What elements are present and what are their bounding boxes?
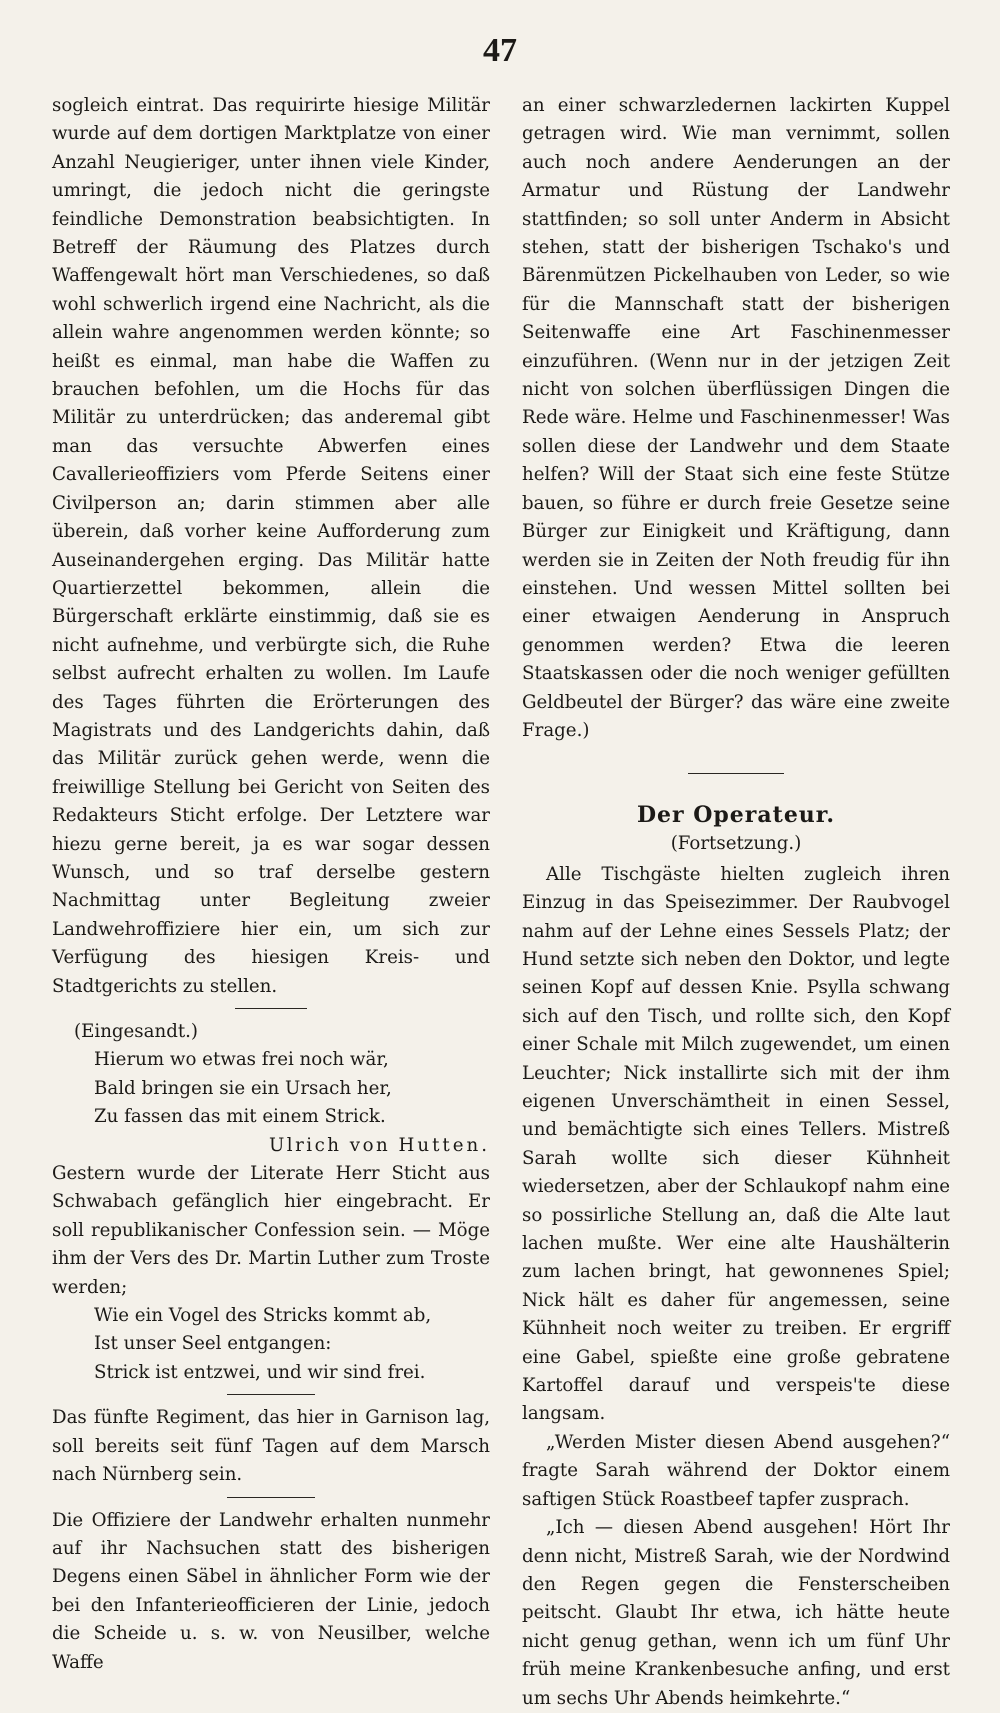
separator-rule: [227, 1394, 315, 1395]
article-paragraph: an einer schwarzledernen lackirten Kuppel getragen wird. Wie man vernimmt, sollen auch noch andere Aenderungen an der Armatur und Rüstung der Landwehr stattfinden; so soll unter Anderm in Absicht stehen, statt der bisherigen Tschako's und Bärenmützen Pickelhauben von Leder, so wie für die Mannschaft statt der bisherigen Seitenwaffe eine Art Faschinenmesser einzuführen. (Wenn nur in der jetzigen Zeit nicht von solchen überflüssigen Dingen die Rede wäre. Helme und Faschinenmesser! Was sollen diese der Landwehr und dem Staate helfen? Will der Staat sich eine feste Stütze bauen, so führe er durch freie Gesetze seine Bürger zur Einigkeit und Kräftigung, dann werden sie in Zeiten der Noth freudig für ihn einstehen. Und wessen Mittel sollten bei einer etwaigen Aenderung in Anspruch genommen werden? Etwa die leeren Staatskassen oder die noch weniger gefüllten Geldbeutel der Bürger? das wäre eine zweite Frage.): [522, 95, 950, 741]
separator-rule: [235, 1008, 307, 1009]
signature-last: Hutten.: [398, 1134, 490, 1156]
verse-line: Hierum wo etwas frei noch wär,: [94, 1049, 389, 1071]
story-subtitle: (Fortsetzung.): [670, 833, 802, 855]
verse-line: Strick ist entzwei, und wir sind frei.: [94, 1361, 426, 1383]
story-title: Der Operateur.: [636, 802, 836, 829]
story-paragraph: Alle Tischgäste hielten zugleich ihren Einzug in das Speisezimmer. Der Raubvogel nahm auf der Lehne eines Sessels Platz; der Hund setzte sich neben den Doktor, und legte seinen Kopf auf dessen Knie. Psylla schwang sich auf den Tisch, und rollte sich, den Kopf einer Schale mit Milch zugewendet, um einen Leuchter; Nick installirte sich mit der ihm eigenen Unverschämtheit in einen Sessel, und bemächtigte sich eines Tellers. Mistreß Sarah wollte sich dieser Kühnheit wiedersetzen, aber der Schlaukopf nahm eine so possirliche Stellung an, daß die Alte laut lachen mußte. Wer eine alte Haushälterin zum lachen bringt, hat gewonnenes Spiel; Nick hält es daher für angemessen, seine Kühnheit noch weiter zu treiben. Er ergriff eine Gabel, spießte eine große gebratene Kartoffel darauf und verspeis'te diese langsam.: [522, 863, 950, 1425]
luther-verse: [94, 1302, 490, 1387]
left-column: [52, 92, 490, 1677]
story-paragraph: „Werden Mister diesen Abend ausgehen?“ fragte Sarah während der Doktor einem saftigen Stück Roastbeef tapfer zusprach.: [522, 1431, 950, 1510]
verse-line: Zu fassen das mit einem Strick.: [94, 1106, 386, 1128]
separator-rule: [227, 1497, 315, 1498]
verse-line: Bald bringen sie ein Ursach her,: [94, 1077, 392, 1099]
story-paragraph: „Ich — diesen Abend ausgehen! Hört Ihr denn nicht, Mistreß Sarah, wie der Nordwind den Regen gegen die Fensterscheiben peitscht. Glaubt Ihr etwa, ich hätte heute nicht genug gethan, wenn ich um fünf Uhr früh meine Krankenbesuche anfing, und erst um sechs Uhr Abends heimkehrte.“: [522, 1517, 950, 1709]
verse-line: Ist unser Seel entgangen:: [94, 1333, 332, 1355]
verse-line: Wie ein Vogel des Stricks kommt ab,: [94, 1305, 432, 1327]
page-number: 47: [483, 32, 517, 69]
verse-signature: [52, 1132, 490, 1160]
epigraph-verse: [94, 1046, 490, 1131]
signature-first: Ulrich von: [268, 1134, 391, 1156]
article-paragraph: Die Offiziere der Landwehr erhalten nunmehr auf ihr Nachsuchen statt des bisherigen Degens einen Säbel in ähnlicher Form wie der bei den Infanterieofficieren der Linie, jedoch die Scheide u. s. w. von Neusilber, welche Waffe: [52, 1509, 490, 1673]
separator-rule: [688, 773, 784, 774]
article-paragraph: sogleich eintrat. Das requirirte hiesige Militär wurde auf dem dortigen Marktplatze von einer Anzahl Neugieriger, unter ihnen viele Kinder, umringt, die jedoch nicht die geringste feindliche Demonstration beabsichtigten. In Betreff der Räumung des Platzes durch Waffengewalt hört man Verschiedenes, so daß wohl schwerlich irgend eine Nachricht, als die allein wahre angenommen werden könnte; so heißt es einmal, man habe die Waffen zu brauchen befohlen, um die Hochs für das Militär zu unterdrücken; das anderemal gibt man das versuchte Abwerfen eines Cavallerieoffiziers vom Pferde Seitens einer Civilperson an; darin stimmen aber alle überein, daß vorher keine Aufforderung zum Auseinandergehen erging. Das Militär hatte Quartierzettel bekommen, allein die Bürgerschaft erklärte einstimmig, daß sie es nicht aufnehme, und verbürgte sich, die Ruhe selbst aufrecht erhalten zu wollen. Im Laufe des Tages führten die Erörterungen des Magistrats und des Landgerichts dahin, daß das Militär zurück gehen werde, wenn die freiwillige Stellung bei Gericht von Seiten des Redakteurs Sticht erfolge. Der Letztere war hiezu gerne bereit, ja es war sogar dessen Wunsch, und so traf derselbe gestern Nachmittag unter Begleitung zweier Landwehroffiziere hier ein, um sich zur Verfügung des hiesigen Kreis- und Stadtgerichts zu stellen.: [52, 95, 490, 997]
article-paragraph: Das fünfte Regiment, das hier in Garnison lag, soll bereits seit fünf Tagen auf dem Marsch nach Nürnberg sein.: [52, 1407, 490, 1486]
article-paragraph: Gestern wurde der Literate Herr Sticht aus Schwabach gefänglich hier eingebracht. Er soll republikanischer Confession sein. — Möge ihm der Vers des Dr. Martin Luther zum Troste werden;: [52, 1163, 490, 1298]
right-column: [522, 92, 950, 1713]
eingesandt-label: (Eingesandt.): [74, 1021, 199, 1042]
